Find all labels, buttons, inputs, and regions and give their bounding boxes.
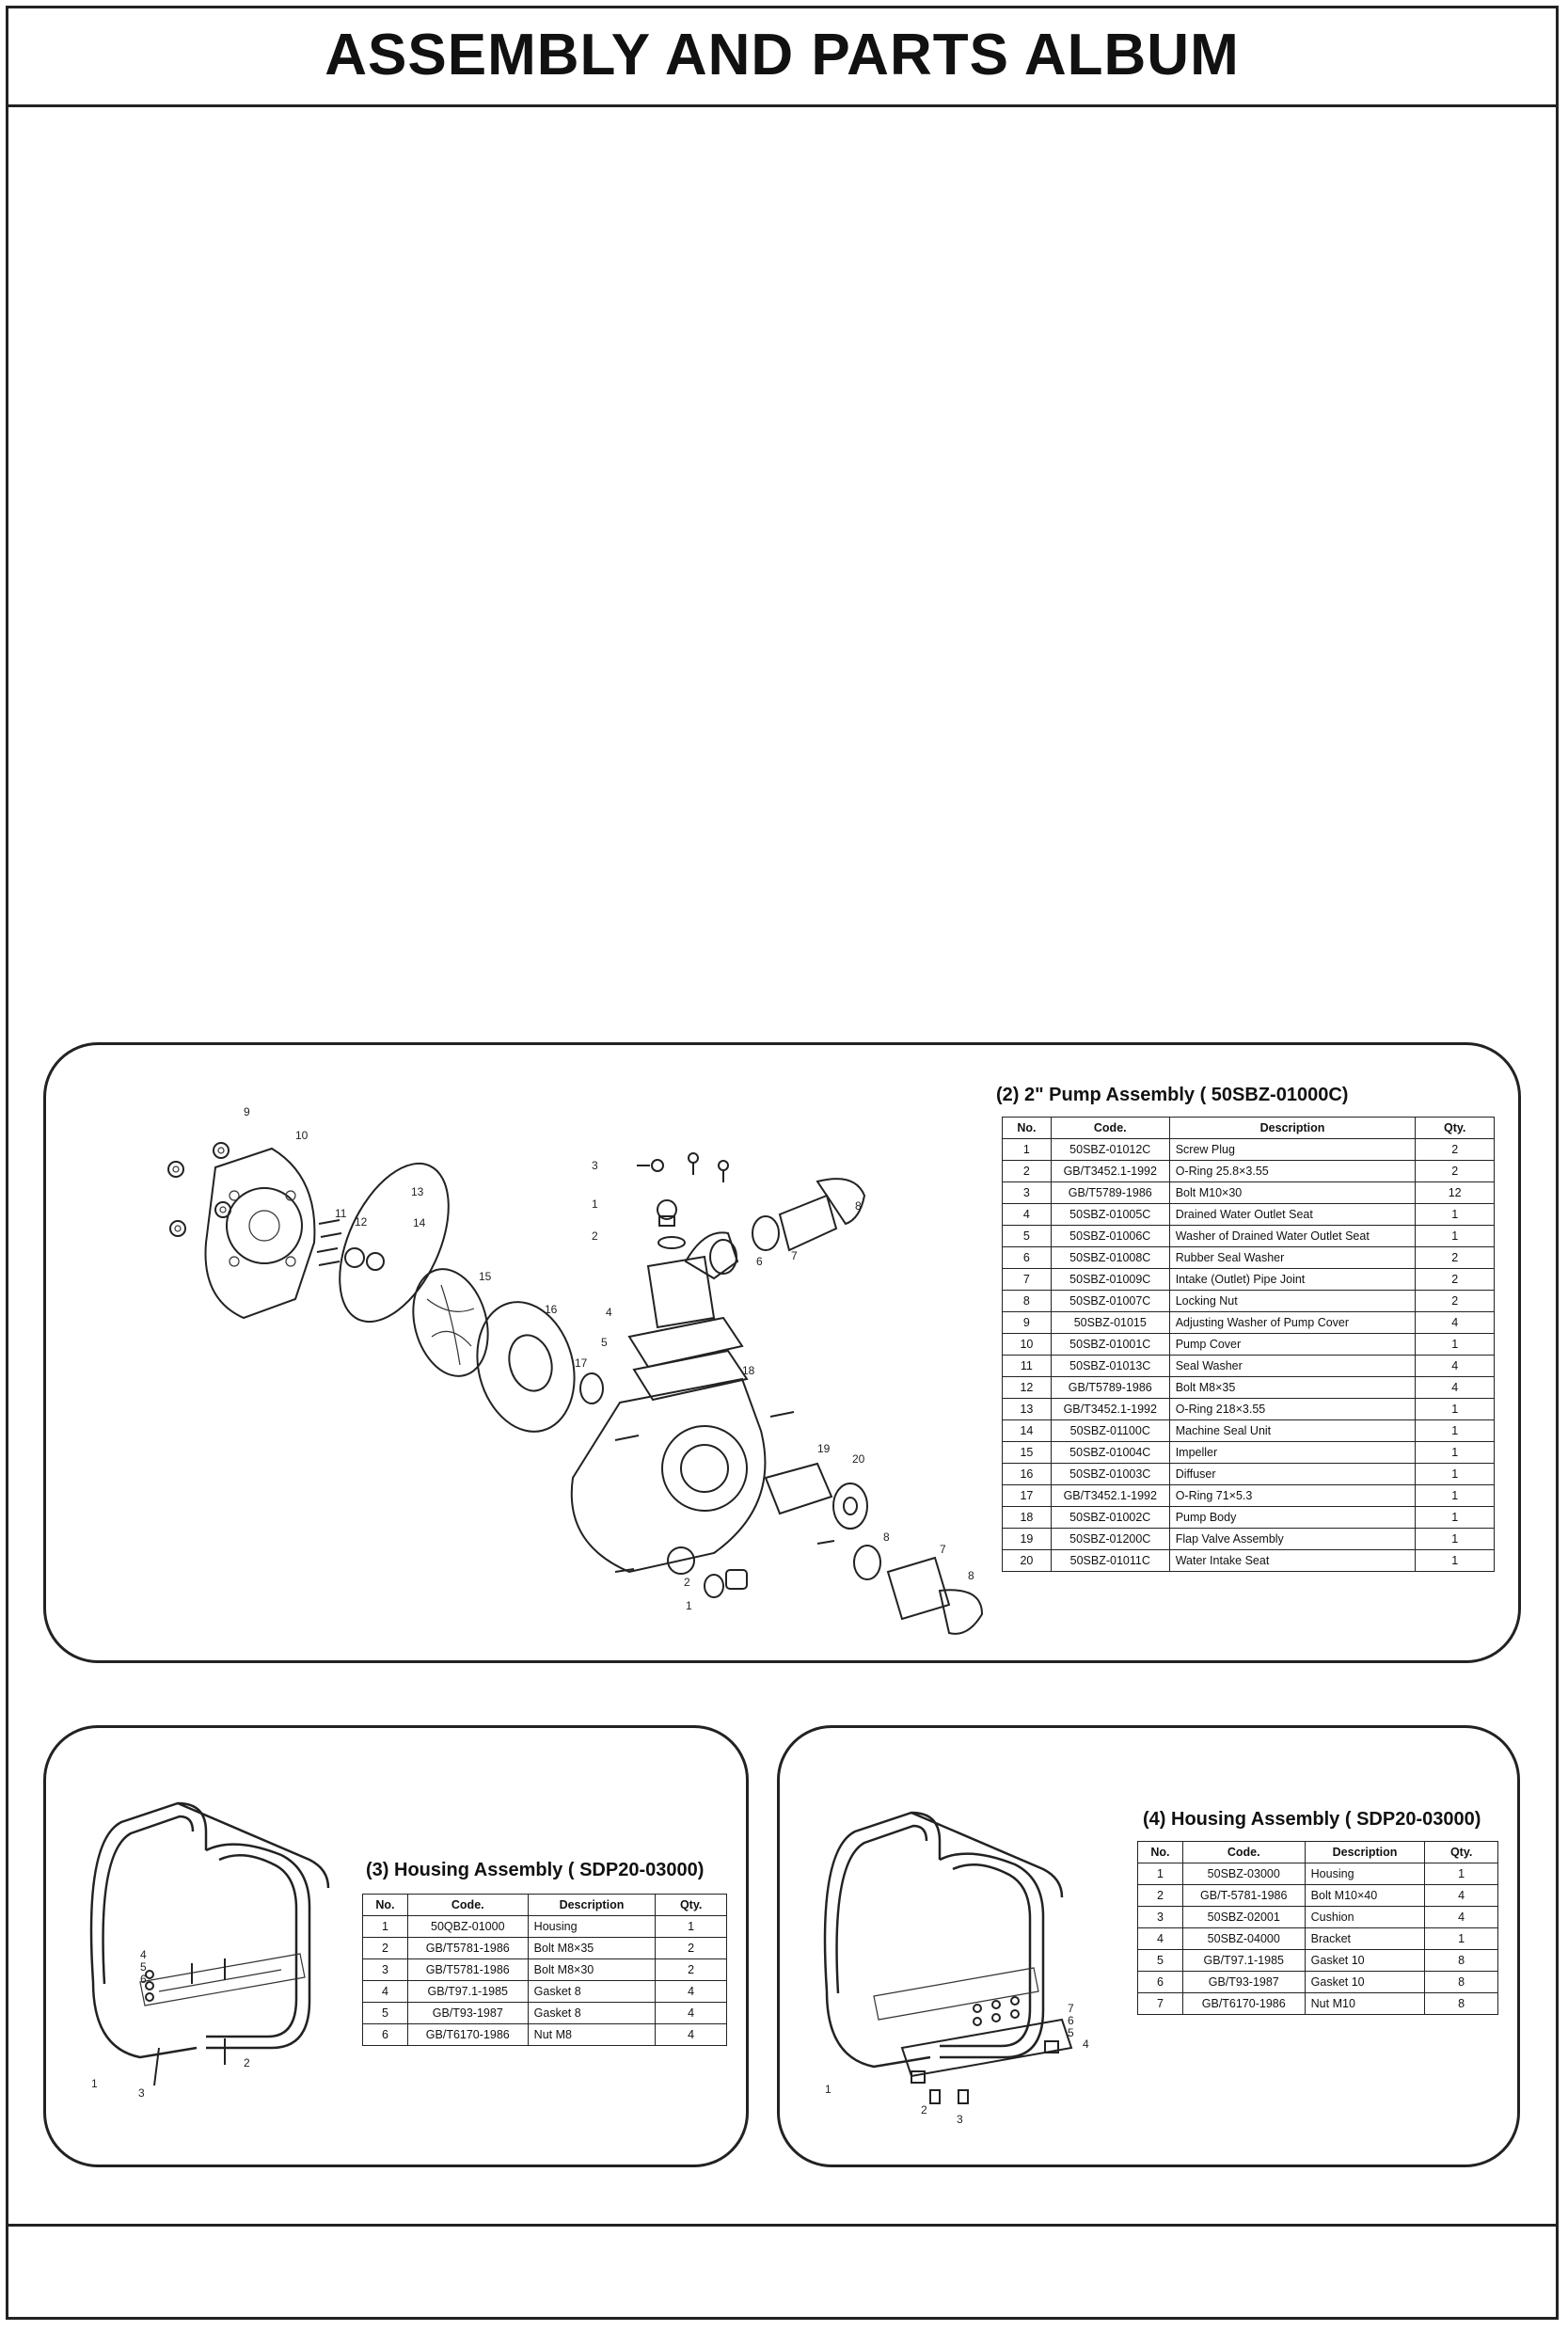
part-qty-cell: 1 bbox=[1416, 1420, 1495, 1442]
part-number-cell: 3 bbox=[1003, 1182, 1052, 1204]
part-number-cell: 12 bbox=[1003, 1377, 1052, 1399]
pump-assembly-title: (2) 2" Pump Assembly ( 50SBZ-01000C) bbox=[996, 1085, 1349, 1105]
part-description-cell: Pump Body bbox=[1169, 1507, 1416, 1529]
part-code-cell: GB/T93-1987 bbox=[1182, 1972, 1305, 1993]
part-number-cell: 1 bbox=[1138, 1863, 1183, 1885]
part-description-cell: Screw Plug bbox=[1169, 1139, 1416, 1161]
part-qty-cell: 2 bbox=[1416, 1291, 1495, 1312]
callout-label: 1 bbox=[91, 2077, 98, 2090]
callout-label: 4 bbox=[1083, 2038, 1089, 2051]
callout-label: 16 bbox=[545, 1303, 558, 1316]
pump-cover-drawing bbox=[168, 1143, 603, 1443]
part-code-cell: 50SBZ-01004C bbox=[1051, 1442, 1169, 1464]
part-description-cell: Bolt M8×35 bbox=[528, 1938, 656, 1959]
part-number-cell: 5 bbox=[1003, 1226, 1052, 1247]
part-qty-cell: 1 bbox=[1416, 1442, 1495, 1464]
housing-4-title: (4) Housing Assembly ( SDP20-03000) bbox=[1143, 1809, 1481, 1830]
table-row bbox=[363, 1916, 727, 1938]
callout-label: 5 bbox=[601, 1336, 608, 1349]
part-number-cell: 4 bbox=[363, 1981, 408, 2003]
part-number-cell: 6 bbox=[363, 2024, 408, 2046]
part-code-cell: 50SBZ-01200C bbox=[1051, 1529, 1169, 1550]
part-number-cell: 19 bbox=[1003, 1529, 1052, 1550]
part-code-cell: 50SBZ-01008C bbox=[1051, 1247, 1169, 1269]
table-row bbox=[1003, 1247, 1495, 1269]
part-description-cell: Housing bbox=[1305, 1863, 1425, 1885]
table-row bbox=[1138, 1885, 1498, 1907]
table-row bbox=[1003, 1269, 1495, 1291]
part-code-cell: 50SBZ-01007C bbox=[1051, 1291, 1169, 1312]
column-header: Description bbox=[1169, 1118, 1416, 1139]
table-row bbox=[363, 1981, 727, 2003]
part-description-cell: Machine Seal Unit bbox=[1169, 1420, 1416, 1442]
part-qty-cell: 4 bbox=[656, 2003, 727, 2024]
part-code-cell: GB/T93-1987 bbox=[407, 2003, 528, 2024]
column-header: Description bbox=[1305, 1842, 1425, 1863]
part-number-cell: 5 bbox=[363, 2003, 408, 2024]
column-header: Code. bbox=[1182, 1842, 1305, 1863]
part-description-cell: Flap Valve Assembly bbox=[1169, 1529, 1416, 1550]
table-row bbox=[363, 1938, 727, 1959]
table-row bbox=[1003, 1529, 1495, 1550]
part-code-cell: 50SBZ-01006C bbox=[1051, 1226, 1169, 1247]
part-number-cell: 7 bbox=[1138, 1993, 1183, 2015]
part-description-cell: Washer of Drained Water Outlet Seat bbox=[1169, 1226, 1416, 1247]
part-description-cell: Gasket 8 bbox=[528, 1981, 656, 2003]
part-number-cell: 4 bbox=[1138, 1928, 1183, 1950]
callout-label: 10 bbox=[295, 1129, 309, 1142]
part-qty-cell: 2 bbox=[656, 1959, 727, 1981]
callout-label: 8 bbox=[968, 1569, 974, 1582]
part-code-cell: GB/T97.1-1985 bbox=[1182, 1950, 1305, 1972]
part-number-cell: 3 bbox=[363, 1959, 408, 1981]
part-code-cell: GB/T5789-1986 bbox=[1051, 1377, 1169, 1399]
table-row bbox=[1138, 1928, 1498, 1950]
callout-label: 4 bbox=[606, 1306, 612, 1319]
housing-4-parts-table bbox=[1137, 1841, 1498, 2015]
part-description-cell: Gasket 10 bbox=[1305, 1950, 1425, 1972]
part-qty-cell: 1 bbox=[1416, 1226, 1495, 1247]
part-description-cell: Drained Water Outlet Seat bbox=[1169, 1204, 1416, 1226]
part-number-cell: 5 bbox=[1138, 1950, 1183, 1972]
table-row bbox=[1003, 1420, 1495, 1442]
callout-label: 6 bbox=[756, 1255, 763, 1268]
part-code-cell: 50SBZ-02001 bbox=[1182, 1907, 1305, 1928]
part-code-cell: 50SBZ-01001C bbox=[1051, 1334, 1169, 1356]
table-row bbox=[1003, 1334, 1495, 1356]
housing-3-parts-table bbox=[362, 1894, 727, 2046]
part-description-cell: Locking Nut bbox=[1169, 1291, 1416, 1312]
callout-label: 5 bbox=[1068, 2026, 1074, 2039]
part-number-cell: 15 bbox=[1003, 1442, 1052, 1464]
part-number-cell: 6 bbox=[1003, 1247, 1052, 1269]
callout-label: 5 bbox=[140, 1960, 147, 1974]
table-row bbox=[363, 2024, 727, 2046]
part-number-cell: 4 bbox=[1003, 1204, 1052, 1226]
part-qty-cell: 1 bbox=[1416, 1529, 1495, 1550]
callout-label: 17 bbox=[575, 1356, 588, 1370]
callout-label: 19 bbox=[817, 1442, 831, 1455]
callout-label: 11 bbox=[335, 1207, 347, 1220]
callout-label: 9 bbox=[244, 1105, 250, 1118]
part-code-cell: GB/T97.1-1985 bbox=[407, 1981, 528, 2003]
part-qty-cell: 2 bbox=[1416, 1161, 1495, 1182]
callout-label: 18 bbox=[742, 1364, 755, 1377]
part-qty-cell: 1 bbox=[1416, 1485, 1495, 1507]
part-code-cell: 50SBZ-03000 bbox=[1182, 1863, 1305, 1885]
part-qty-cell: 1 bbox=[1416, 1399, 1495, 1420]
callout-label: 7 bbox=[1068, 2002, 1074, 2015]
part-number-cell: 9 bbox=[1003, 1312, 1052, 1334]
part-description-cell: Nut M8 bbox=[528, 2024, 656, 2046]
part-number-cell: 14 bbox=[1003, 1420, 1052, 1442]
callout-label: 3 bbox=[592, 1159, 598, 1172]
part-code-cell: 50SBZ-01009C bbox=[1051, 1269, 1169, 1291]
column-header: Qty. bbox=[656, 1895, 727, 1916]
part-qty-cell: 4 bbox=[1425, 1907, 1498, 1928]
part-code-cell: 50SBZ-01015 bbox=[1051, 1312, 1169, 1334]
callout-label: 1 bbox=[592, 1197, 598, 1211]
table-row bbox=[1003, 1507, 1495, 1529]
table-row bbox=[1003, 1139, 1495, 1161]
part-number-cell: 8 bbox=[1003, 1291, 1052, 1312]
table-row bbox=[1138, 1863, 1498, 1885]
pump-parts-table bbox=[1002, 1117, 1495, 1572]
table-row bbox=[1003, 1161, 1495, 1182]
callout-label: 8 bbox=[855, 1199, 862, 1213]
part-code-cell: GB/T5789-1986 bbox=[1051, 1182, 1169, 1204]
column-header: Qty. bbox=[1425, 1842, 1498, 1863]
part-number-cell: 2 bbox=[363, 1938, 408, 1959]
part-qty-cell: 4 bbox=[656, 2024, 727, 2046]
page-title: ASSEMBLY AND PARTS ALBUM bbox=[325, 23, 1240, 87]
part-code-cell: 50SBZ-01011C bbox=[1051, 1550, 1169, 1572]
part-qty-cell: 1 bbox=[1416, 1204, 1495, 1226]
callout-label: 8 bbox=[883, 1530, 890, 1544]
callout-label: 7 bbox=[791, 1249, 798, 1262]
part-qty-cell: 1 bbox=[1416, 1550, 1495, 1572]
table-row bbox=[1003, 1204, 1495, 1226]
part-code-cell: 50SBZ-01100C bbox=[1051, 1420, 1169, 1442]
part-description-cell: Bolt M8×35 bbox=[1169, 1377, 1416, 1399]
part-code-cell: 50SBZ-01003C bbox=[1051, 1464, 1169, 1485]
part-qty-cell: 8 bbox=[1425, 1950, 1498, 1972]
table-row bbox=[363, 2003, 727, 2024]
part-qty-cell: 2 bbox=[1416, 1139, 1495, 1161]
part-description-cell: Bolt M10×40 bbox=[1305, 1885, 1425, 1907]
part-qty-cell: 1 bbox=[1416, 1507, 1495, 1529]
callout-label: 7 bbox=[940, 1543, 946, 1556]
pump-exploded-diagram bbox=[103, 1064, 1062, 1647]
part-qty-cell: 2 bbox=[1416, 1269, 1495, 1291]
part-number-cell: 3 bbox=[1138, 1907, 1183, 1928]
table-header-row bbox=[363, 1895, 727, 1916]
part-description-cell: Bolt M10×30 bbox=[1169, 1182, 1416, 1204]
table-row bbox=[1003, 1182, 1495, 1204]
part-description-cell: Adjusting Washer of Pump Cover bbox=[1169, 1312, 1416, 1334]
table-row bbox=[1003, 1550, 1495, 1572]
part-code-cell: GB/T6170-1986 bbox=[407, 2024, 528, 2046]
part-qty-cell: 8 bbox=[1425, 1993, 1498, 2015]
part-qty-cell: 2 bbox=[656, 1938, 727, 1959]
part-qty-cell: 4 bbox=[1416, 1377, 1495, 1399]
callout-label: 2 bbox=[592, 1229, 598, 1243]
part-qty-cell: 1 bbox=[1416, 1334, 1495, 1356]
callout-label: 3 bbox=[138, 2086, 145, 2100]
part-number-cell: 18 bbox=[1003, 1507, 1052, 1529]
housing-3-title: (3) Housing Assembly ( SDP20-03000) bbox=[366, 1860, 705, 1880]
pump-assembly-panel bbox=[43, 1042, 1521, 1663]
callout-label: 1 bbox=[825, 2083, 832, 2096]
callout-label: 1 bbox=[686, 1599, 692, 1612]
table-row bbox=[363, 1959, 727, 1981]
column-header: No. bbox=[1138, 1842, 1183, 1863]
part-description-cell: Cushion bbox=[1305, 1907, 1425, 1928]
pump-body-drawing bbox=[572, 1153, 794, 1597]
table-row bbox=[1138, 1972, 1498, 1993]
part-qty-cell: 2 bbox=[1416, 1247, 1495, 1269]
table-header-row bbox=[1138, 1842, 1498, 1863]
title-bar bbox=[6, 6, 1559, 107]
part-code-cell: GB/T3452.1-1992 bbox=[1051, 1485, 1169, 1507]
column-header: Code. bbox=[407, 1895, 528, 1916]
part-number-cell: 20 bbox=[1003, 1550, 1052, 1572]
table-row bbox=[1003, 1312, 1495, 1334]
part-description-cell: Impeller bbox=[1169, 1442, 1416, 1464]
part-qty-cell: 4 bbox=[1416, 1312, 1495, 1334]
table-row bbox=[1138, 1993, 1498, 2015]
part-qty-cell: 4 bbox=[656, 1981, 727, 2003]
callout-label: 14 bbox=[413, 1216, 426, 1229]
callout-label: 15 bbox=[479, 1270, 492, 1283]
part-code-cell: 50SBZ-01002C bbox=[1051, 1507, 1169, 1529]
part-qty-cell: 1 bbox=[1425, 1863, 1498, 1885]
table-row bbox=[1003, 1291, 1495, 1312]
part-description-cell: O-Ring 218×3.55 bbox=[1169, 1399, 1416, 1420]
part-description-cell: Diffuser bbox=[1169, 1464, 1416, 1485]
housing-4-diagram bbox=[789, 1766, 1128, 2161]
part-number-cell: 1 bbox=[1003, 1139, 1052, 1161]
part-code-cell: GB/T3452.1-1992 bbox=[1051, 1399, 1169, 1420]
part-number-cell: 17 bbox=[1003, 1485, 1052, 1507]
part-code-cell: GB/T5781-1986 bbox=[407, 1938, 528, 1959]
callout-label: 20 bbox=[852, 1452, 865, 1466]
callout-label: 2 bbox=[921, 2103, 927, 2117]
table-row bbox=[1138, 1950, 1498, 1972]
part-description-cell: Rubber Seal Washer bbox=[1169, 1247, 1416, 1269]
part-number-cell: 16 bbox=[1003, 1464, 1052, 1485]
part-qty-cell: 12 bbox=[1416, 1182, 1495, 1204]
part-code-cell: 50QBZ-01000 bbox=[407, 1916, 528, 1938]
callout-label: 2 bbox=[244, 2056, 250, 2069]
table-row bbox=[1003, 1464, 1495, 1485]
part-description-cell: O-Ring 25.8×3.55 bbox=[1169, 1161, 1416, 1182]
part-description-cell: Intake (Outlet) Pipe Joint bbox=[1169, 1269, 1416, 1291]
footer-divider bbox=[6, 2224, 1559, 2227]
part-code-cell: GB/T6170-1986 bbox=[1182, 1993, 1305, 2015]
part-number-cell: 1 bbox=[363, 1916, 408, 1938]
part-qty-cell: 4 bbox=[1416, 1356, 1495, 1377]
column-header: Code. bbox=[1051, 1118, 1169, 1139]
table-row bbox=[1003, 1377, 1495, 1399]
part-qty-cell: 1 bbox=[656, 1916, 727, 1938]
housing-3-diagram bbox=[55, 1766, 366, 2161]
housing-assembly-3-panel bbox=[43, 1725, 749, 2167]
column-header: Qty. bbox=[1416, 1118, 1495, 1139]
part-number-cell: 10 bbox=[1003, 1334, 1052, 1356]
part-qty-cell: 8 bbox=[1425, 1972, 1498, 1993]
part-description-cell: Bracket bbox=[1305, 1928, 1425, 1950]
part-description-cell: Pump Cover bbox=[1169, 1334, 1416, 1356]
part-code-cell: 50SBZ-01012C bbox=[1051, 1139, 1169, 1161]
part-code-cell: GB/T-5781-1986 bbox=[1182, 1885, 1305, 1907]
part-number-cell: 11 bbox=[1003, 1356, 1052, 1377]
table-row bbox=[1003, 1485, 1495, 1507]
column-header: No. bbox=[1003, 1118, 1052, 1139]
part-description-cell: Water Intake Seat bbox=[1169, 1550, 1416, 1572]
pipe-joint-drawing bbox=[710, 1179, 982, 1634]
table-row bbox=[1003, 1356, 1495, 1377]
part-description-cell: Seal Washer bbox=[1169, 1356, 1416, 1377]
callout-label: 12 bbox=[355, 1215, 368, 1229]
table-row bbox=[1003, 1442, 1495, 1464]
callout-label: 13 bbox=[411, 1185, 424, 1198]
part-number-cell: 13 bbox=[1003, 1399, 1052, 1420]
callout-label: 4 bbox=[140, 1948, 147, 1961]
part-description-cell: Housing bbox=[528, 1916, 656, 1938]
part-description-cell: Gasket 8 bbox=[528, 2003, 656, 2024]
table-row bbox=[1003, 1226, 1495, 1247]
table-row bbox=[1003, 1399, 1495, 1420]
part-number-cell: 2 bbox=[1138, 1885, 1183, 1907]
part-number-cell: 7 bbox=[1003, 1269, 1052, 1291]
callout-label: 6 bbox=[140, 1973, 147, 1986]
part-description-cell: Gasket 10 bbox=[1305, 1972, 1425, 1993]
callout-label: 2 bbox=[684, 1576, 690, 1589]
callout-label: 6 bbox=[1068, 2014, 1074, 2027]
table-row bbox=[1138, 1907, 1498, 1928]
part-number-cell: 6 bbox=[1138, 1972, 1183, 1993]
part-code-cell: GB/T5781-1986 bbox=[407, 1959, 528, 1981]
part-qty-cell: 1 bbox=[1416, 1464, 1495, 1485]
part-qty-cell: 4 bbox=[1425, 1885, 1498, 1907]
part-description-cell: O-Ring 71×5.3 bbox=[1169, 1485, 1416, 1507]
housing-assembly-4-panel bbox=[777, 1725, 1520, 2167]
table-header-row bbox=[1003, 1118, 1495, 1139]
part-code-cell: 50SBZ-01005C bbox=[1051, 1204, 1169, 1226]
column-header: Description bbox=[528, 1895, 656, 1916]
part-code-cell: 50SBZ-01013C bbox=[1051, 1356, 1169, 1377]
part-code-cell: 50SBZ-04000 bbox=[1182, 1928, 1305, 1950]
part-code-cell: GB/T3452.1-1992 bbox=[1051, 1161, 1169, 1182]
part-qty-cell: 1 bbox=[1425, 1928, 1498, 1950]
part-description-cell: Nut M10 bbox=[1305, 1993, 1425, 2015]
callout-label: 3 bbox=[957, 2113, 963, 2126]
part-description-cell: Bolt M8×30 bbox=[528, 1959, 656, 1981]
part-number-cell: 2 bbox=[1003, 1161, 1052, 1182]
column-header: No. bbox=[363, 1895, 408, 1916]
